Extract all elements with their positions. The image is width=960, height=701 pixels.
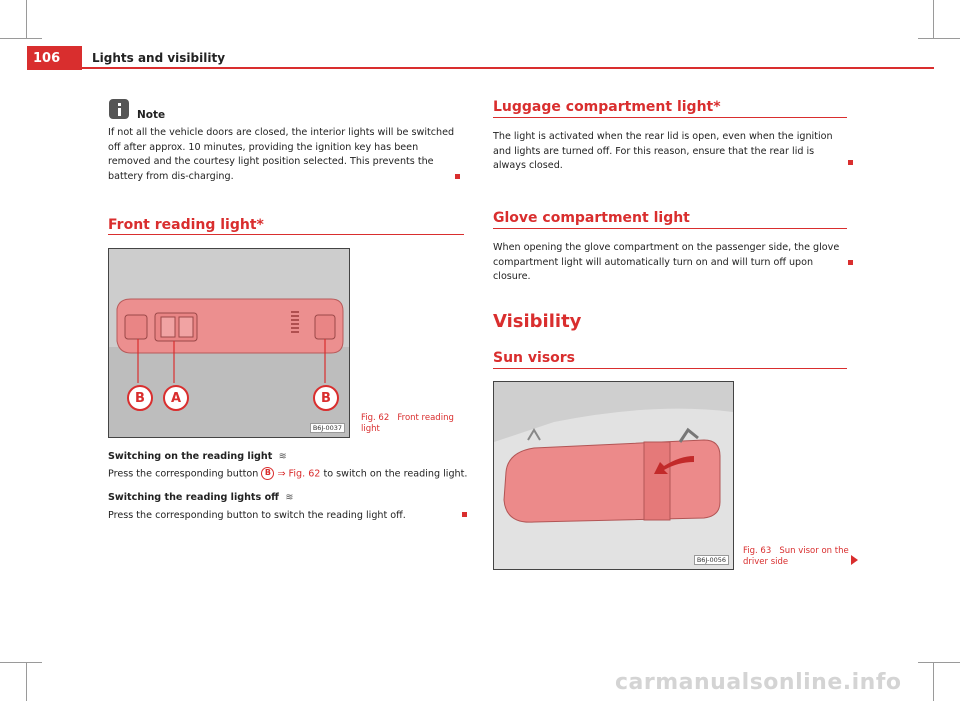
figure-code: B6J-0056 [694, 555, 729, 565]
note-title: Note [137, 109, 166, 121]
section-underline [493, 117, 847, 118]
watermark: carmanualsonline.info [615, 670, 902, 695]
end-marker [848, 160, 853, 165]
figure-caption [743, 546, 853, 568]
luggage-text: The light is activated when the rear lid is open, even when the ignition and lights are turned off. For this reason, ensure that the rear lid is always closed. [493, 131, 833, 171]
end-marker [455, 174, 460, 179]
switch-off-text: Press the corresponding button to switch the reading light off. [108, 510, 406, 521]
figure-caption-label: Fig. 63 [743, 546, 772, 556]
key-b: B [261, 467, 274, 480]
sun-visor-illustration [494, 382, 733, 569]
figure-caption [361, 413, 456, 435]
switch-off-heading-text: Switching the reading lights off [108, 492, 279, 503]
section-heading-sun-visors: Sun visors [493, 350, 576, 366]
switch-on-post: to switch on the reading light. [323, 468, 468, 480]
chapter-heading-visibility: Visibility [493, 311, 582, 332]
section-underline [493, 228, 847, 229]
subheading-switch-off [108, 492, 293, 503]
switch-on-text [108, 467, 468, 482]
section-heading-glove: Glove compartment light [493, 210, 690, 226]
crop-mark [933, 662, 934, 701]
callout-b-left: B [127, 385, 153, 411]
crop-mark [0, 38, 42, 39]
section-heading-front-reading: Front reading light* [108, 217, 264, 233]
figure-63 [493, 381, 734, 570]
switch-on-pre: Press the corresponding button [108, 468, 259, 480]
light-icon: ≋ [275, 451, 287, 462]
end-marker [848, 260, 853, 265]
figure-caption-label: Fig. 62 [361, 413, 390, 423]
light-icon: ≋ [282, 492, 294, 503]
figure-reference-link[interactable]: ⇒ Fig. 62 [277, 468, 321, 480]
section-heading-luggage: Luggage compartment light* [493, 99, 721, 115]
figure-caption-text: Sun visor on the driver side [743, 546, 849, 567]
figure-caption-text: Front reading light [361, 413, 454, 434]
crop-mark [918, 38, 960, 39]
chapter-title: Lights and visibility [92, 51, 226, 65]
callout-a: A [163, 385, 189, 411]
crop-mark [26, 0, 27, 38]
page-number: 106 [27, 46, 82, 70]
callout-b-right: B [313, 385, 339, 411]
continue-arrow-icon [851, 555, 858, 565]
switch-on-heading-text: Switching on the reading light [108, 451, 273, 462]
crop-mark [0, 662, 42, 663]
crop-mark [26, 662, 27, 701]
crop-mark [918, 662, 960, 663]
glove-text: When opening the glove compartment on the passenger side, the glove compartment light will automatically turn on and will turn off upon closure. [493, 242, 840, 282]
header-rule [27, 67, 934, 69]
note-text: If not all the vehicle doors are closed, the interior lights will be switched off after approx. 10 minutes, providing the ignition key has been removed and the courtesy light position selected. This prevents the battery from dis-charging. [108, 127, 455, 182]
figure-62 [108, 248, 350, 438]
section-underline [108, 234, 464, 235]
crop-mark [933, 0, 934, 38]
subheading-switch-on [108, 451, 287, 462]
note-icon [109, 99, 129, 119]
figure-code: B6J-0037 [310, 423, 345, 433]
end-marker [462, 512, 467, 517]
section-underline [493, 368, 847, 369]
